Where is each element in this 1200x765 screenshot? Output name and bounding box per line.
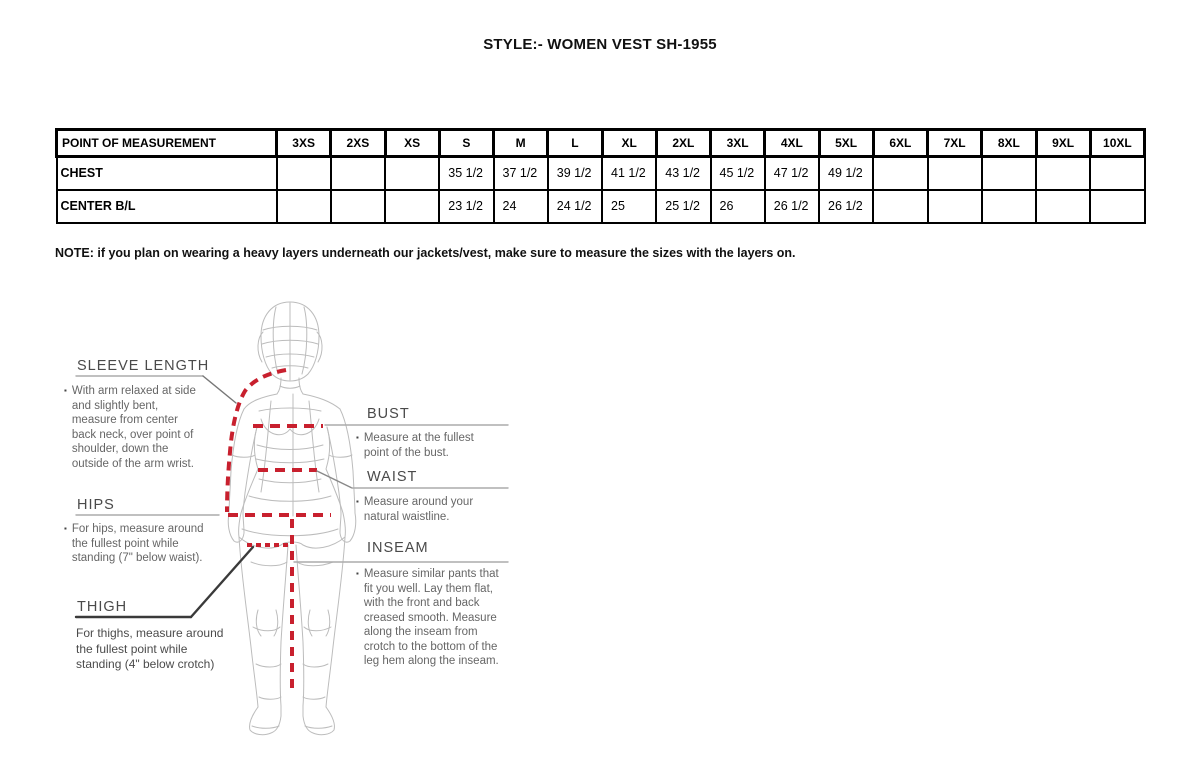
table-cell: 26 1/2	[819, 190, 873, 223]
table-cell: 35 1/2	[439, 157, 493, 190]
table-cell: 37 1/2	[494, 157, 548, 190]
thigh-title: THIGH	[77, 599, 128, 615]
table-row-center-bl	[57, 190, 1145, 223]
column-header-size: 3XL	[711, 130, 765, 157]
table-cell	[331, 157, 385, 190]
table-cell: 26	[711, 190, 765, 223]
sleeve-length-description: ▪ With arm relaxed at side and slightly bent, measure from center back neck, over point of shoulder, down the outside of the arm wrist.	[64, 385, 196, 470]
bust-description: ▪ Measure at the fullest point of the bust.	[356, 432, 474, 459]
table-cell	[928, 157, 982, 190]
inseam-title: INSEAM	[367, 540, 429, 556]
waist-leader-line	[317, 471, 352, 488]
inseam-label	[367, 540, 429, 556]
hips-description: ▪ For hips, measure around the fullest point while standing (7" below waist).	[64, 523, 204, 564]
column-header-size: XS	[385, 130, 439, 157]
table-cell: 41 1/2	[602, 157, 656, 190]
table-cell	[873, 190, 927, 223]
table-cell	[331, 190, 385, 223]
bullet-icon: ▪	[64, 524, 67, 533]
table-cell	[1090, 190, 1144, 223]
table-cell: 25 1/2	[656, 190, 710, 223]
sleeve-length-label	[77, 358, 209, 374]
row-label-chest: CHEST	[57, 157, 277, 190]
column-header-size: 9XL	[1036, 130, 1090, 157]
column-header-size: S	[439, 130, 493, 157]
note-text: NOTE: if you plan on wearing a heavy layers underneath our jackets/vest, make sure to measure the sizes with the layers on.	[55, 246, 796, 260]
table-cell: 24	[494, 190, 548, 223]
bust-label	[367, 406, 410, 422]
table-cell	[277, 157, 331, 190]
table-cell	[277, 190, 331, 223]
bullet-icon: ▪	[356, 497, 359, 506]
table-cell: 23 1/2	[439, 190, 493, 223]
table-cell	[982, 190, 1036, 223]
sleeve-length-leader-line	[203, 376, 236, 403]
column-header-size: XL	[602, 130, 656, 157]
column-header-size: 5XL	[819, 130, 873, 157]
page-title: STYLE:- WOMEN VEST SH-1955	[483, 36, 717, 53]
column-header-size: 3XS	[277, 130, 331, 157]
hips-label	[77, 497, 115, 513]
bullet-icon: ▪	[356, 569, 359, 578]
table-cell: 47 1/2	[765, 157, 819, 190]
column-header-size: 7XL	[928, 130, 982, 157]
bullet-icon: ▪	[64, 386, 67, 395]
size-table	[55, 128, 1146, 224]
column-header-size: M	[494, 130, 548, 157]
table-row-chest	[57, 157, 1145, 190]
bullet-icon: ▪	[356, 433, 359, 442]
bust-title: BUST	[367, 406, 410, 422]
table-cell	[873, 157, 927, 190]
sleeve-length-measure-line	[227, 370, 286, 512]
column-header-point-of-measurement: POINT OF MEASUREMENT	[57, 130, 277, 157]
thigh-description: For thighs, measure around the fullest point while standing (4" below crotch)	[76, 626, 224, 671]
thigh-label	[77, 599, 127, 615]
table-cell	[385, 157, 439, 190]
table-cell: 24 1/2	[548, 190, 602, 223]
table-cell: 26 1/2	[765, 190, 819, 223]
table-cell: 43 1/2	[656, 157, 710, 190]
table-cell: 25	[602, 190, 656, 223]
column-header-size: 2XL	[656, 130, 710, 157]
waist-label	[367, 469, 417, 485]
hips-title: HIPS	[77, 497, 115, 513]
inseam-description: ▪ Measure similar pants that fit you well. Lay them flat, with the front and back creased smooth. Measure along the inseam from crotch to the bottom of the leg hem along the inseam.	[356, 568, 499, 667]
table-cell: 45 1/2	[711, 157, 765, 190]
sleeve-length-title: SLEEVE LENGTH	[77, 358, 210, 374]
table-cell	[385, 190, 439, 223]
table-cell	[1036, 190, 1090, 223]
table-cell: 39 1/2	[548, 157, 602, 190]
column-header-size: 8XL	[982, 130, 1036, 157]
table-cell	[928, 190, 982, 223]
waist-description: ▪ Measure around your natural waistline.	[356, 496, 474, 523]
row-label-center-bl: CENTER B/L	[57, 190, 277, 223]
column-header-size: 10XL	[1090, 130, 1144, 157]
table-cell	[1036, 157, 1090, 190]
waist-title: WAIST	[367, 469, 418, 485]
column-header-size: 2XS	[331, 130, 385, 157]
table-cell: 49 1/2	[819, 157, 873, 190]
table-cell	[982, 157, 1036, 190]
table-cell	[1090, 157, 1144, 190]
column-header-size: 6XL	[873, 130, 927, 157]
size-table-header-row	[57, 130, 1145, 157]
column-header-size: L	[548, 130, 602, 157]
column-header-size: 4XL	[765, 130, 819, 157]
